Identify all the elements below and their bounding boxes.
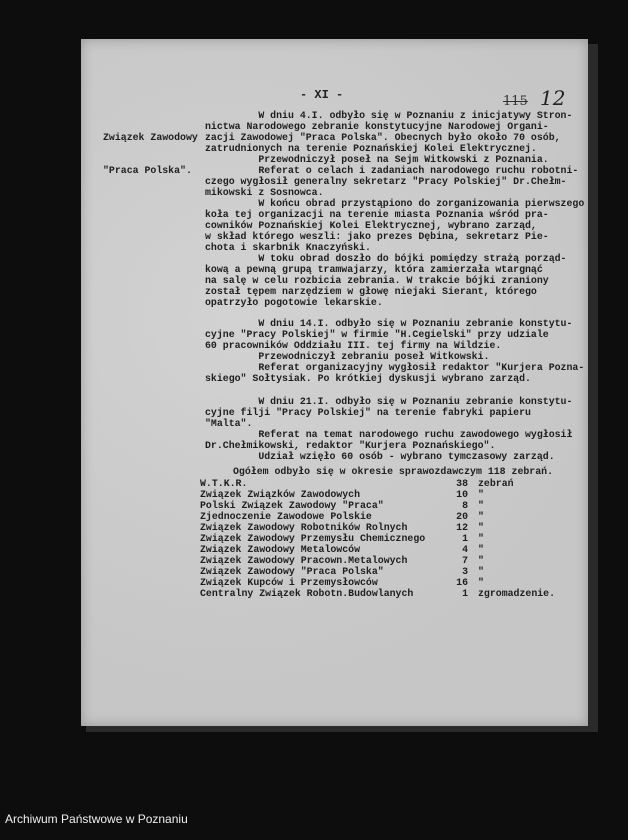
table-row bbox=[200, 533, 555, 544]
organization-name: Centralny Związek Robotn.Budowlanych bbox=[200, 588, 414, 599]
folio-number: 12 bbox=[540, 86, 566, 110]
meeting-count: 1 bbox=[462, 588, 468, 599]
margin-heading-line: "Praca Polska". bbox=[103, 165, 192, 176]
text-line: Dr.Chełmikowski, redaktor "Kurjera Poznańskiego". bbox=[205, 440, 496, 451]
text-line: został tępem narzędziem w głowę niejaki Sierant, którego bbox=[205, 286, 537, 297]
text-line: W dniu 14.I. odbyło się w Poznaniu zebranie konstytu- bbox=[205, 318, 573, 329]
organization-name: Polski Związek Zawodowy "Praca" bbox=[200, 500, 384, 511]
text-line: mikowski z Sosnowca. bbox=[205, 187, 324, 198]
meeting-count: 12 bbox=[456, 522, 468, 533]
organization-name: Związek Zawodowy Pracown.Metalowych bbox=[200, 555, 408, 566]
meeting-unit: " bbox=[478, 544, 484, 555]
table-row bbox=[200, 588, 555, 599]
organization-name: Związek Kupców i Przemysłowców bbox=[200, 577, 378, 588]
text-line: Referat organizacyjny wygłosił redaktor "Kurjera Pozna- bbox=[205, 362, 585, 373]
table-row bbox=[200, 577, 555, 588]
text-line: Referat na temat narodowego ruchu zawodowego wygłosił bbox=[205, 429, 573, 440]
organization-name: Związek Zawodowy "Praca Polska" bbox=[200, 566, 384, 577]
meeting-count: 16 bbox=[456, 577, 468, 588]
organization-name: Związek Zawodowy Robotników Rolnych bbox=[200, 522, 408, 533]
page-marker: - XI - bbox=[300, 88, 344, 102]
table-row bbox=[200, 500, 555, 511]
text-line: zacji Zawodowej "Praca Polska". Obecnych było około 70 osób, bbox=[205, 132, 561, 143]
summary-line: Ogółem odbyło się w okresie sprawozdawczym 118 zebrań. bbox=[233, 466, 554, 477]
table-row bbox=[200, 511, 555, 522]
meeting-count: 8 bbox=[462, 500, 468, 511]
text-line: Przewodniczył zebraniu poseł Witkowski. bbox=[205, 351, 490, 362]
organization-name: Związek Zawodowy Przemysłu Chemicznego bbox=[200, 533, 426, 544]
meeting-unit: " bbox=[478, 489, 484, 500]
meeting-unit: zebrań bbox=[478, 478, 514, 489]
text-line: W toku obrad doszło do bójki pomiędzy strażą porząd- bbox=[205, 253, 567, 264]
paragraph-meeting-4-jan bbox=[205, 110, 584, 308]
meeting-unit: " bbox=[478, 500, 484, 511]
paragraph-meeting-14-jan bbox=[205, 318, 584, 384]
meeting-unit: " bbox=[478, 555, 484, 566]
margin-heading bbox=[103, 110, 198, 187]
table-row bbox=[200, 489, 555, 500]
meetings-table bbox=[200, 478, 555, 599]
text-line: Przewodniczył poseł na Sejm Witkowski z Poznania. bbox=[205, 154, 549, 165]
table-row bbox=[200, 522, 555, 533]
text-line: chota i skarbnik Knaczyński. bbox=[205, 242, 371, 253]
organization-name: Zjednoczenie Zawodowe Polskie bbox=[200, 511, 372, 522]
organization-name: Związek Związków Zawodowych bbox=[200, 489, 361, 500]
text-line: cowników Poznańskiej Kolei Elektrycznej, wybrano zarząd, bbox=[205, 220, 537, 231]
text-line: "Malta". bbox=[205, 418, 253, 429]
folio-old-number: 115 bbox=[503, 94, 528, 109]
paragraph-meeting-21-jan bbox=[205, 396, 572, 462]
meeting-unit: " bbox=[478, 566, 484, 577]
table-row bbox=[200, 555, 555, 566]
text-line: W dniu 21.I. odbyło się w Poznaniu zebranie konstytu- bbox=[205, 396, 573, 407]
meeting-count: 1 bbox=[462, 533, 468, 544]
text-line: na salę w celu rozbicia zebrania. W trakcie bójki zraniony bbox=[205, 275, 549, 286]
meeting-count: 4 bbox=[462, 544, 468, 555]
meeting-count: 38 bbox=[456, 478, 468, 489]
meeting-count: 7 bbox=[462, 555, 468, 566]
text-line: opatrzyło pogotowie lekarskie. bbox=[205, 297, 383, 308]
meeting-unit: " bbox=[478, 577, 484, 588]
meeting-count: 10 bbox=[456, 489, 468, 500]
meeting-unit: zgromadzenie. bbox=[478, 588, 556, 599]
meeting-count: 20 bbox=[456, 511, 468, 522]
text-line: W końcu obrad przystąpiono do zorganizowania pierwszego bbox=[205, 198, 585, 209]
text-line: cyjne "Pracy Polskiej" w firmie "H.Cegielski" przy udziale bbox=[205, 329, 549, 340]
text-line: cyjne filji "Pracy Polskiej" na terenie fabryki papieru bbox=[205, 407, 531, 418]
text-line: koła tej organizacji na terenie miasta Poznania wśród pra- bbox=[205, 209, 549, 220]
organization-name: W.T.K.R. bbox=[200, 478, 248, 489]
meeting-count: 3 bbox=[462, 566, 468, 577]
text-line: W dniu 4.I. odbyło się w Poznaniu z inicjatywy Stron- bbox=[205, 110, 573, 121]
text-line: Udział wzięło 60 osób - wybrano tymczasowy zarząd. bbox=[205, 451, 555, 462]
text-line: 60 pracowników Oddziału III. tej firmy na Wildzie. bbox=[205, 340, 502, 351]
meeting-unit: " bbox=[478, 533, 484, 544]
meeting-unit: " bbox=[478, 511, 484, 522]
margin-heading-line: Związek Zawodowy bbox=[103, 132, 198, 143]
archive-caption: Archiwum Państwowe w Poznaniu bbox=[5, 812, 188, 826]
text-line: kową a pewną grupą tramwajarzy, która zamierzała wtargnąć bbox=[205, 264, 543, 275]
text-line: skiego" Sołtysiak. Po krótkiej dyskusji wybrano zarząd. bbox=[205, 373, 531, 384]
table-row bbox=[200, 566, 555, 577]
table-row bbox=[200, 478, 555, 489]
text-line: zatrudnionych na terenie Poznańskiej Kolei Elektrycznej. bbox=[205, 143, 537, 154]
text-line: Referat o celach i zadaniach narodowego ruchu robotni- bbox=[205, 165, 579, 176]
meeting-unit: " bbox=[478, 522, 484, 533]
table-row bbox=[200, 544, 555, 555]
text-line: w skład którego weszli: jako prezes Dębina, sekretarz Pie- bbox=[205, 231, 549, 242]
organization-name: Związek Zawodowy Metalowców bbox=[200, 544, 361, 555]
text-line: nictwa Narodowego zebranie konstytucyjne Narodowej Organi- bbox=[205, 121, 549, 132]
text-line: czego wygłosił generalny sekretarz "Pracy Polskiej" Dr.Chełm- bbox=[205, 176, 567, 187]
